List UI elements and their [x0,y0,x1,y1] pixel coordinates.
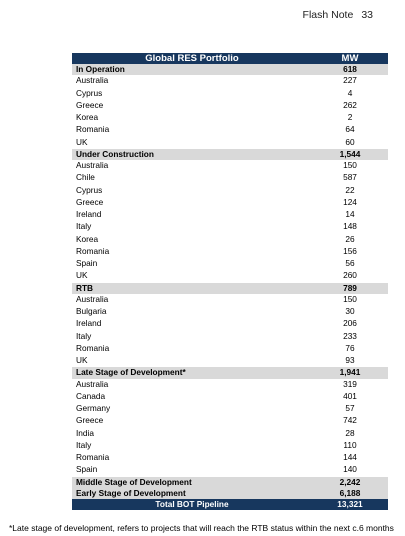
row-label: UK [72,136,312,148]
row-value: 140 [312,464,388,476]
row-label: Australia [72,379,312,391]
section-row [72,282,388,294]
section-row [72,64,388,75]
table-row [72,221,388,233]
row-label: Romania [72,245,312,257]
table-row [72,318,388,330]
row-value: 150 [312,294,388,306]
row-label: Romania [72,342,312,354]
table-row [72,184,388,196]
row-label: Romania [72,124,312,136]
row-label: Australia [72,75,312,87]
row-value: 156 [312,245,388,257]
row-value: 26 [312,233,388,245]
row-label: Korea [72,233,312,245]
table-row [72,99,388,111]
header-label: Flash Note [302,9,354,21]
row-label: Ireland [72,318,312,330]
row-label: Greece [72,196,312,208]
row-label: Total BOT Pipeline [72,499,312,510]
row-label: Spain [72,464,312,476]
table-row [72,112,388,124]
row-value: 150 [312,160,388,172]
section-row [72,367,388,379]
res-portfolio-table [72,53,388,510]
row-value: 401 [312,390,388,402]
row-label: Australia [72,294,312,306]
row-value: 2,242 [312,476,388,488]
table-row [72,245,388,257]
row-label: Italy [72,439,312,451]
row-label: RTB [72,282,312,294]
table-row [72,172,388,184]
row-value: 206 [312,318,388,330]
row-value: 30 [312,306,388,318]
row-label: UK [72,355,312,367]
row-label: Ireland [72,209,312,221]
row-value: 22 [312,184,388,196]
table-row [72,439,388,451]
row-value: 618 [312,64,388,75]
total-row [72,499,388,510]
table-row [72,258,388,270]
row-value: 789 [312,282,388,294]
row-label: Italy [72,330,312,342]
row-value: 319 [312,379,388,391]
row-label: Korea [72,112,312,124]
table-row [72,464,388,476]
row-value: 110 [312,439,388,451]
table-row [72,390,388,402]
table-header-row [72,53,388,64]
table-row [72,196,388,208]
table-row [72,294,388,306]
row-value: 64 [312,124,388,136]
row-value: 6,188 [312,488,388,499]
table-row [72,342,388,354]
row-value: 233 [312,330,388,342]
table-row [72,427,388,439]
table-row [72,270,388,282]
row-label: India [72,427,312,439]
section-row [72,476,388,488]
row-label: In Operation [72,64,312,75]
table-row [72,452,388,464]
row-value: 144 [312,452,388,464]
section-row [72,488,388,499]
row-value: 93 [312,355,388,367]
row-label: Bulgaria [72,306,312,318]
page-number: 33 [361,9,373,21]
table-row [72,160,388,172]
row-value: 76 [312,342,388,354]
table-row [72,415,388,427]
row-value: 262 [312,99,388,111]
row-label: Early Stage of Development [72,488,312,499]
row-label: Australia [72,160,312,172]
row-label: Cyprus [72,184,312,196]
table-row [72,233,388,245]
row-value: 148 [312,221,388,233]
row-value: 260 [312,270,388,282]
row-value: 56 [312,258,388,270]
row-value: 1,941 [312,367,388,379]
footnote: *Late stage of development, refers to projects that will reach the RTB status within the next c.6 months [9,523,394,533]
row-label: Romania [72,452,312,464]
table-row [72,136,388,148]
row-value: 2 [312,112,388,124]
row-value: 4 [312,87,388,99]
row-label: Germany [72,403,312,415]
row-value: 28 [312,427,388,439]
unit-header: MW [312,53,388,64]
row-value: 587 [312,172,388,184]
row-value: 1,544 [312,148,388,160]
row-label: Canada [72,390,312,402]
row-value: 742 [312,415,388,427]
row-label: Chile [72,172,312,184]
table-title: Global RES Portfolio [72,53,312,64]
row-label: Greece [72,415,312,427]
table-row [72,306,388,318]
row-label: Greece [72,99,312,111]
row-value: 57 [312,403,388,415]
row-value: 14 [312,209,388,221]
row-label: Late Stage of Development* [72,367,312,379]
row-label: Spain [72,258,312,270]
row-label: Under Construction [72,148,312,160]
table-row [72,330,388,342]
table-row [72,379,388,391]
table-row [72,124,388,136]
table-row [72,209,388,221]
row-label: Italy [72,221,312,233]
row-value: 60 [312,136,388,148]
row-value: 124 [312,196,388,208]
row-value: 227 [312,75,388,87]
row-label: Middle Stage of Development [72,476,312,488]
row-value: 13,321 [312,499,388,510]
table-row [72,403,388,415]
section-row [72,148,388,160]
row-label: UK [72,270,312,282]
table-row [72,75,388,87]
page-header [303,9,373,21]
table-row [72,87,388,99]
row-label: Cyprus [72,87,312,99]
table-row [72,355,388,367]
